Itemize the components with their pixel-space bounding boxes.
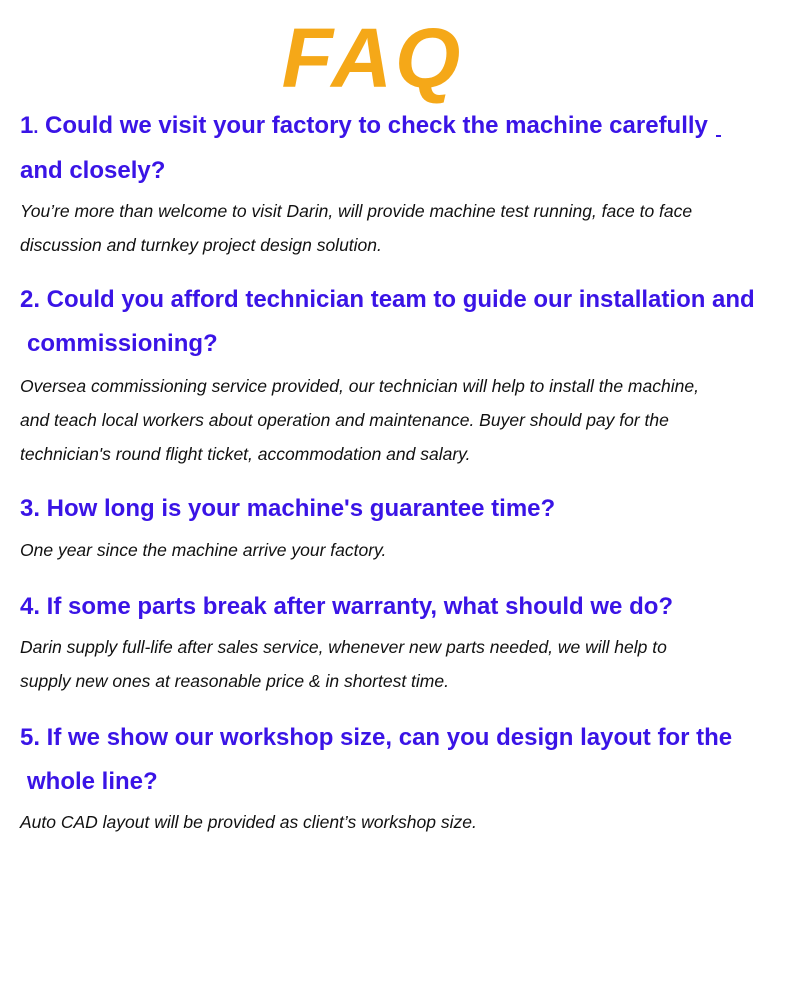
question-line: 3. How long is your machine's guarantee time? — [20, 495, 556, 522]
answer-line: supply new ones at reasonable price & in shortest time. — [20, 671, 449, 691]
question-line: 2. Could you afford technician team to guide our installation and — [20, 286, 755, 313]
answer-line: technician's round flight ticket, accommodation and salary. — [20, 444, 471, 464]
faq-question-3 — [20, 487, 795, 531]
answer-line: Auto CAD layout will be provided as client’s workshop size. — [20, 812, 477, 832]
answer-line: You’re more than welcome to visit Darin, will provide machine test running, face to face — [20, 201, 693, 221]
answer-line: One year since the machine arrive your factory. — [20, 540, 387, 560]
question-number: 1 — [20, 112, 34, 139]
question-line: commissioning? — [27, 330, 218, 357]
faq-answer-5 — [20, 805, 790, 839]
answer-line: discussion and turnkey project design solution. — [20, 235, 382, 255]
question-line: and closely? — [20, 157, 166, 184]
faq-answer-4 — [20, 630, 790, 698]
answer-line: Darin supply full-life after sales service, whenever new parts needed, we will help to — [20, 637, 667, 657]
question-text: Could we visit your factory to check the machine carefully — [38, 112, 708, 139]
faq-question-4 — [20, 585, 795, 629]
question-line: whole line? — [27, 768, 158, 795]
faq-question-2 — [20, 278, 795, 366]
answer-line: and teach local workers about operation and maintenance. Buyer should pay for the — [20, 410, 669, 430]
faq-answer-1 — [20, 194, 790, 262]
faq-answer-3 — [20, 533, 790, 567]
question-line: 5. If we show our workshop size, can you design layout for the — [20, 724, 733, 751]
faq-question-5 — [20, 716, 795, 804]
faq-question-1 — [20, 104, 795, 193]
answer-line: Oversea commissioning service provided, our technician will help to install the machine, — [20, 376, 699, 396]
underline-mark — [716, 135, 721, 137]
question-line — [20, 104, 795, 149]
question-line: 4. If some parts break after warranty, what should we do? — [20, 593, 674, 620]
faq-answer-2 — [20, 369, 790, 471]
page-title: FAQ — [281, 11, 464, 105]
question-number-suffix: . — [33, 117, 39, 137]
